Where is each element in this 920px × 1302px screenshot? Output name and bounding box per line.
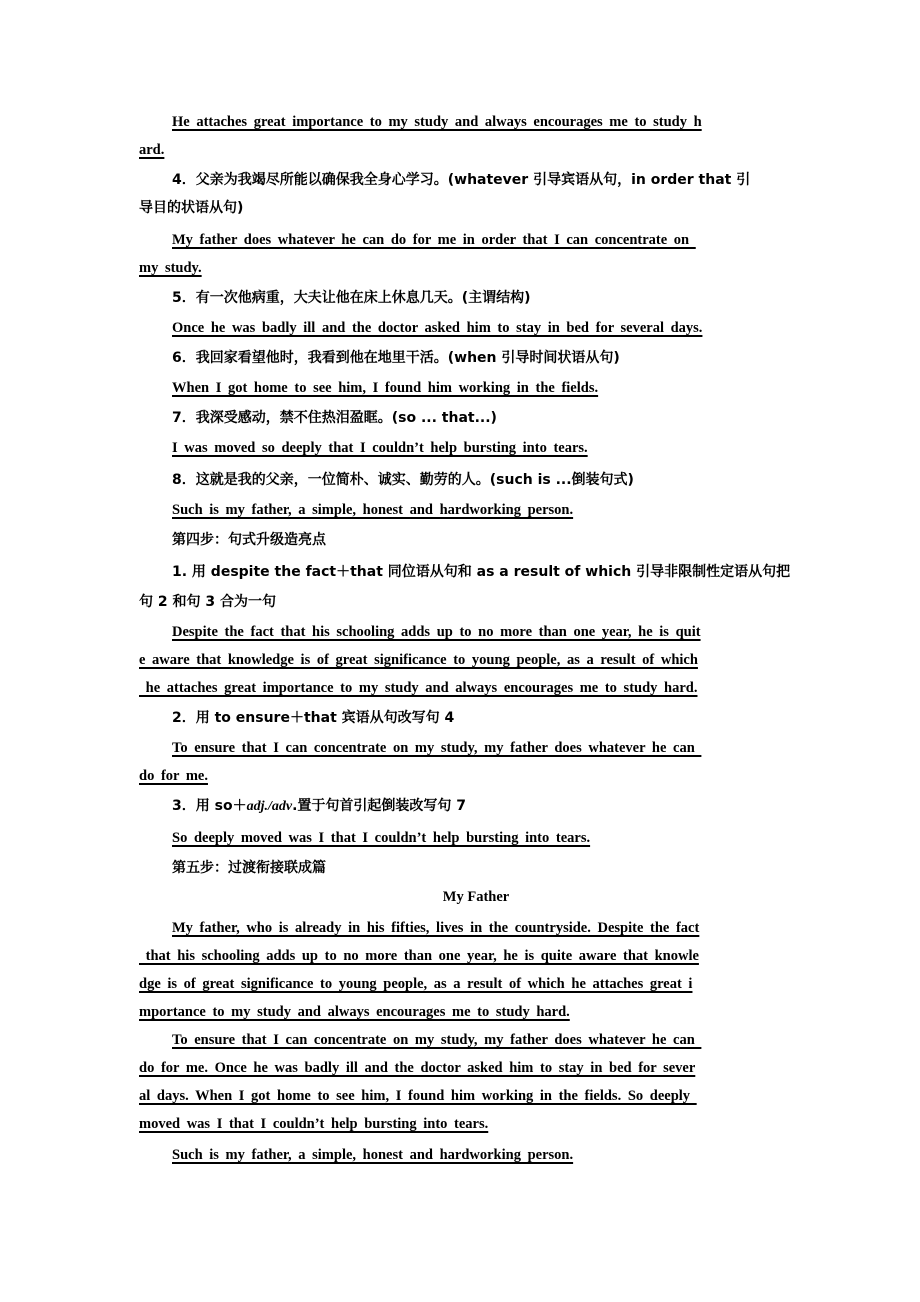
essay-p1-line-1: My father, who is already in his fifties, lives in the countryside. Despite the fact — [172, 920, 700, 936]
essay-p1-line-2: that his schooling adds up to no more than one year, he is quite aware that knowle — [139, 948, 699, 964]
answer-3-line-2: ard. — [139, 142, 165, 158]
essay-p2-line-3: al days. When I got home to see him, I found him working in the fields. So deeply — [139, 1088, 697, 1104]
task-3-italic: adj./adv — [246, 799, 293, 814]
answer-8: Such is my father, a simple, honest and hardworking person. — [172, 502, 574, 518]
step-5-heading: 第五步：过渡衔接联成篇 — [172, 860, 326, 876]
answer-4-line-1: My father does whatever he can do for me in order that I can concentrate on — [172, 232, 696, 248]
essay-p2-line-1: To ensure that I can concentrate on my study, my father does whatever he can — [172, 1032, 702, 1048]
step-4-task-1-line-2: 句 2 和句 3 合为一句 — [139, 594, 276, 610]
essay-p1-line-4: mportance to my study and always encourages me to study hard. — [139, 1004, 570, 1020]
task-3-suffix: .置于句首引起倒装改写句 7 — [292, 798, 467, 814]
step-4-answer-2-line-2: do for me. — [139, 768, 208, 784]
answer-7: I was moved so deeply that I couldn’t help bursting into tears. — [172, 440, 588, 456]
question-7: 7．我深受感动，禁不住热泪盈眶。(so ... that...) — [172, 410, 497, 426]
question-8: 8．这就是我的父亲，一位简朴、诚实、勤劳的人。(such is ...倒装句式) — [172, 472, 634, 488]
step-4-heading: 第四步：句式升级造亮点 — [172, 532, 326, 548]
step-4-task-2: 2．用 to ensure＋that 宾语从句改写句 4 — [172, 710, 455, 726]
answer-4-line-2: my study. — [139, 260, 202, 276]
essay-p2-line-4: moved was I that I couldn’t help bursting into tears. — [139, 1116, 489, 1132]
step-4-answer-2-line-1: To ensure that I can concentrate on my study, my father does whatever he can — [172, 740, 702, 756]
answer-5: Once he was badly ill and the doctor asked him to stay in bed for several days. — [172, 320, 703, 336]
answer-6: When I got home to see him, I found him working in the fields. — [172, 380, 599, 396]
step-4-answer-3: So deeply moved was I that I couldn’t help bursting into tears. — [172, 830, 591, 846]
essay-p3: Such is my father, a simple, honest and hardworking person. — [172, 1147, 574, 1163]
step-4-answer-1-line-3: he attaches great importance to my study and always encourages me to study hard. — [139, 680, 698, 696]
essay-p2-line-2: do for me. Once he was badly ill and the doctor asked him to stay in bed for sever — [139, 1060, 696, 1076]
step-4-task-3 — [172, 796, 466, 817]
step-4-answer-1-line-1: Despite the fact that his schooling adds up to no more than one year, he is quit — [172, 624, 701, 640]
essay-p1-line-3: dge is of great significance to young people, as a result of which he attaches great i — [139, 976, 693, 992]
step-4-task-1-line-1: 1. 用 despite the fact＋that 同位语从句和 as a result of which 引导非限制性定语从句把 — [172, 564, 791, 580]
question-4-line-2: 导目的状语从句) — [139, 200, 244, 216]
question-4-line-1: 4．父亲为我竭尽所能以确保我全身心学习。(whatever 引导宾语从句，in order that 引 — [172, 172, 751, 188]
question-6: 6．我回家看望他时，我看到他在地里干活。(when 引导时间状语从句) — [172, 350, 620, 366]
question-5: 5．有一次他病重，大夫让他在床上休息几天。(主谓结构) — [172, 290, 531, 306]
step-4-answer-1-line-2: e aware that knowledge is of great significance to young people, as a result of which — [139, 652, 698, 668]
answer-3-line-1: He attaches great importance to my study and always encourages me to study h — [172, 114, 702, 130]
task-3-prefix: 3．用 so＋ — [172, 798, 247, 814]
essay-title: My Father — [442, 889, 510, 905]
